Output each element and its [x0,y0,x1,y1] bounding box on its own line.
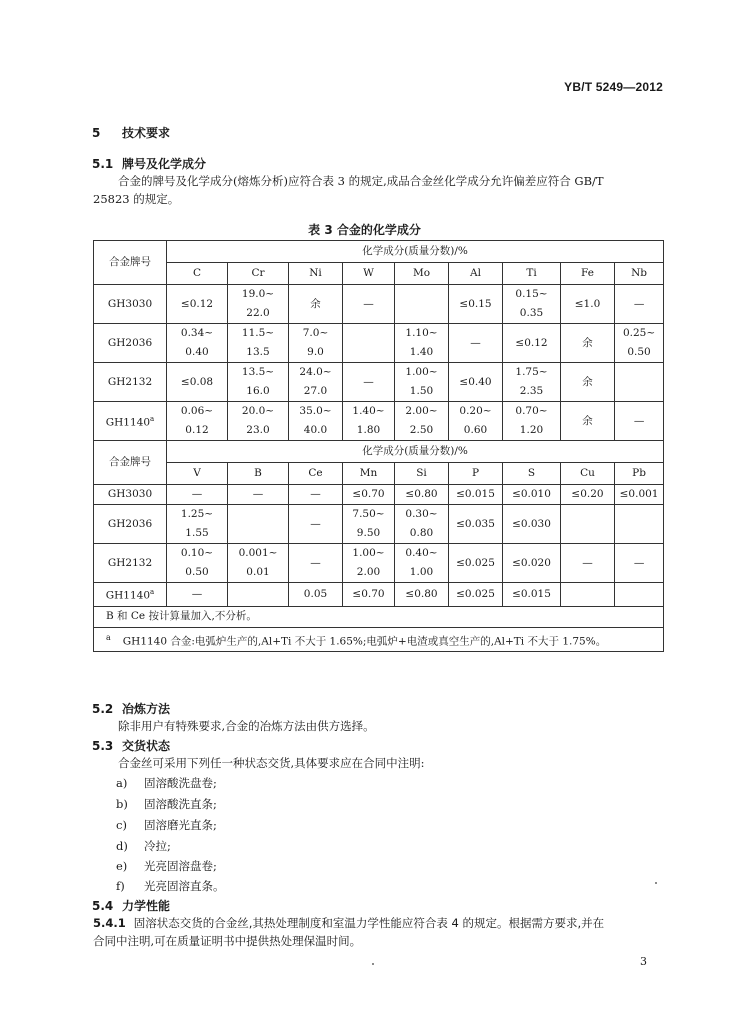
value-cell [615,324,664,363]
value-line: 1.00~ [352,547,385,559]
value-line: — [470,336,481,349]
grade-text: GH2132 [107,556,153,569]
value-line: 1.40~ [352,405,385,417]
grade-text: GH3030 [107,297,153,310]
value-cell [289,285,343,324]
value-line: 0.60 [463,424,488,436]
section-5-4-heading [92,897,170,914]
value-cell [615,505,664,544]
value-line: 0.50 [185,566,209,578]
item-marker: e) [116,859,128,873]
value-cell [503,285,561,324]
value-line: 0.20~ [459,405,492,417]
paragraph-5-1-line2: 25823 的规定。 [93,192,180,206]
grade-text: GH2036 [107,336,153,349]
element-column-header: Fe [561,263,615,285]
value-line: 0.40 [185,346,209,358]
grade-text: GH2036 [107,517,153,530]
table-header-row [94,463,664,485]
value-cell [561,363,615,402]
item-text: 固溶酸洗直条; [144,797,217,811]
value-line: ≤0.025 [456,587,495,600]
value-cell [228,583,289,607]
value-line: ≤0.015 [512,587,551,600]
paragraph-5-4-1-line2: 合同中注明,可在质量证明书中提供热处理保温时间。 [93,934,362,948]
value-cell [228,505,289,544]
paragraph-5-3: 合金丝可采用下列任一种状态交货,具体要求应在合同中注明: [118,756,425,770]
page-number: 3 [640,955,647,968]
value-cell [343,402,395,441]
value-cell [395,544,449,583]
value-cell [289,402,343,441]
value-cell [449,544,503,583]
delivery-state-item [116,775,217,791]
value-line: ≤0.030 [512,517,551,530]
table-row [94,285,664,324]
item-text: 冷拉; [144,839,171,853]
footnote-mark: a [150,588,155,596]
grade-cell [94,544,167,583]
value-line: 9.50 [356,527,381,539]
table-note: B 和 Ce 按计算量加入,不分析。 [94,606,664,627]
value-cell [503,402,561,441]
value-cell [167,544,228,583]
value-cell [343,363,395,402]
value-line: ≤0.020 [512,556,551,569]
grade-cell [94,324,167,363]
value-line: 35.0~ [299,405,332,417]
item-marker: c) [116,818,127,832]
grade-text: GH3030 [107,488,153,500]
value-line: ≤0.70 [352,488,385,500]
value-line: 24.0~ [299,366,332,378]
element-column-header: Mn [343,463,395,485]
value-line: 0.70~ [515,405,548,417]
grade-column-header: 合金牌号 [94,241,167,285]
value-cell [615,583,664,607]
value-line: — [191,587,203,600]
value-line: 0.30~ [405,508,438,520]
value-cell [167,485,228,505]
value-cell [228,363,289,402]
table-3-title: 表 3 合金的化学成分 [308,223,421,237]
grade-cell [94,285,167,324]
value-line: ≤0.025 [456,556,495,569]
value-line: ≤0.015 [456,488,495,500]
value-line: 0.001~ [238,547,278,559]
item-marker: d) [116,839,128,853]
value-cell [167,285,228,324]
paragraph-5-2: 除非用户有特殊要求,合金的冶炼方法由供方选择。 [118,719,375,733]
element-column-header: V [167,463,228,485]
table-row [94,402,664,441]
element-column-header: S [503,463,561,485]
section-number: 5.2 [92,702,114,716]
value-line: — [310,488,321,500]
value-cell [561,544,615,583]
value-line: 1.80 [356,424,381,436]
value-line: 22.0 [246,307,270,319]
element-column-header: Si [395,463,449,485]
delivery-state-item [116,817,217,833]
element-column-header: Ce [289,463,343,485]
value-cell [343,583,395,607]
section-number: 5.3 [92,739,114,753]
table-header-row [94,241,664,263]
value-cell [395,485,449,505]
value-line: 1.55 [185,527,209,539]
value-cell [449,485,503,505]
value-line: 余 [582,336,593,349]
value-line: 13.5~ [241,366,275,378]
value-line: 0.35 [519,307,544,319]
delivery-state-item [116,796,217,812]
value-line: 0.05 [303,587,328,600]
value-line: 2.50 [409,424,434,436]
element-column-header: Cr [228,263,289,285]
value-line: 0.01 [246,566,270,578]
composition-group-header: 化学成分(质量分数)/% [167,241,664,263]
value-line: — [310,556,321,569]
grade-cell [94,402,167,441]
value-line: ≤0.80 [405,488,438,500]
value-cell [503,324,561,363]
value-line: 0.34~ [180,327,214,339]
paragraph-5-1-line1: 合金的牌号及化学成分(熔炼分析)应符合表 3 的规定,成品合金丝化学成分允许偏差应符合 GB/T [118,174,604,188]
section-title: 力学性能 [122,899,171,913]
value-line: ≤0.12 [180,297,214,310]
value-line: — [633,414,645,427]
standard-code: YB/T 5249—2012 [564,80,663,94]
value-line: 1.25~ [180,508,214,520]
value-cell [615,485,664,505]
table-row [94,324,664,363]
value-cell [503,485,561,505]
value-line: 0.06~ [180,405,214,417]
section-title: 冶炼方法 [122,702,171,716]
section-title: 牌号及化学成分 [122,157,207,171]
value-line: 19.0~ [241,288,275,300]
item-text: 固溶酸洗盘卷; [144,776,217,790]
footnote-mark: a [106,632,111,642]
element-column-header: W [343,263,395,285]
value-cell [289,583,343,607]
value-cell [167,363,228,402]
value-line: ≤0.70 [352,587,385,600]
value-line: 7.0~ [302,327,329,339]
clause-number: 5.4.1 [93,916,126,930]
item-text: 光亮固溶盘卷; [144,859,217,873]
composition-group-header: 化学成分(质量分数)/% [167,441,664,463]
footnote-mark: a [150,414,155,423]
grade-cell [94,583,167,607]
section-5-1-heading [92,155,206,172]
value-cell [615,363,664,402]
value-line: — [633,556,645,569]
value-cell [228,544,289,583]
value-cell [289,485,343,505]
grade-text: GH2132 [107,375,153,388]
value-line: ≤0.010 [512,488,551,500]
value-line: ≤0.12 [515,336,548,349]
element-column-header: Cu [561,463,615,485]
item-marker: b) [116,797,128,811]
footnote-text: GH1140 合金:电弧炉生产的,Al+Ti 不大于 1.65%;电弧炉+电渣或真空生产的,Al+Ti 不大于 1.75%。 [122,635,607,647]
table-row [94,505,664,544]
value-line: 1.75~ [515,366,548,378]
value-cell [449,363,503,402]
table-header-row [94,441,664,463]
scan-speck [655,882,657,884]
value-line: ≤0.08 [180,375,214,388]
value-cell [449,505,503,544]
value-cell [228,285,289,324]
value-cell [343,544,395,583]
value-cell [343,485,395,505]
value-line: 余 [582,375,593,388]
value-line: 2.00 [356,566,381,578]
value-cell [167,583,228,607]
element-column-header: B [228,463,289,485]
value-cell [395,363,449,402]
value-line: 0.40~ [405,547,438,559]
value-line: 1.00 [409,566,434,578]
value-line: 余 [310,297,321,310]
value-cell [561,583,615,607]
value-line: 40.0 [303,424,328,436]
item-text: 光亮固溶直条。 [144,879,225,893]
item-text: 固溶磨光直条; [144,818,217,832]
value-cell [167,402,228,441]
value-line: — [252,488,264,500]
value-line: 7.50~ [352,508,385,520]
value-cell [615,402,664,441]
value-cell [503,544,561,583]
element-column-header: Ni [289,263,343,285]
table-row [94,544,664,583]
item-marker: f) [116,879,125,893]
value-line: — [582,556,593,569]
delivery-state-item [116,838,171,854]
value-line: 1.40 [409,346,434,358]
value-line: — [363,375,374,388]
value-cell [167,324,228,363]
value-cell [503,363,561,402]
delivery-state-item [116,858,217,874]
value-cell [343,324,395,363]
value-cell [395,505,449,544]
value-cell [343,285,395,324]
value-line: 27.0 [303,385,328,397]
clause-text: 固溶状态交货的合金丝,其热处理制度和室温力学性能应符合表 4 的规定。根据需方要求,并在 [133,916,605,930]
value-cell [395,324,449,363]
value-line: ≤0.035 [456,517,495,530]
value-line: 0.50 [627,346,651,358]
value-cell [343,505,395,544]
value-cell [561,485,615,505]
value-line: 0.15~ [515,288,548,300]
element-column-header: Al [449,263,503,285]
value-line: 1.10~ [405,327,438,339]
value-line: — [633,297,645,310]
section-number: 5 [92,126,101,140]
section-number: 5.4 [92,899,114,913]
grade-cell [94,505,167,544]
value-cell [449,583,503,607]
value-cell [561,402,615,441]
grade-cell [94,485,167,505]
value-cell [561,324,615,363]
value-cell [395,285,449,324]
value-cell [449,285,503,324]
paragraph-5-4-1-line1 [93,914,604,932]
value-line: 23.0 [246,424,270,436]
value-line: 2.00~ [405,405,438,417]
value-cell [503,583,561,607]
table-header-row [94,263,664,285]
grade-text: GH1140 [105,589,151,602]
value-cell [167,505,228,544]
delivery-state-item [116,878,225,894]
value-cell [503,505,561,544]
value-line: ≤0.001 [619,488,659,500]
element-column-header: C [167,263,228,285]
value-line: 20.0~ [241,405,275,417]
table-footnote [94,627,664,652]
table-row [94,583,664,607]
table-row [94,485,664,505]
value-cell [395,583,449,607]
scan-speck [372,963,374,965]
element-column-header: Nb [615,263,664,285]
value-line: ≤0.80 [405,587,438,600]
table-note-row [94,606,664,627]
section-number: 5.1 [92,157,114,171]
value-line: 2.35 [519,385,544,397]
value-cell [395,402,449,441]
section-5-heading [92,124,170,141]
element-column-header: Pb [615,463,664,485]
value-cell [228,485,289,505]
value-cell [228,402,289,441]
value-cell [228,324,289,363]
table-note-row [94,627,664,652]
value-line: 16.0 [246,385,270,397]
element-column-header: Mo [395,263,449,285]
value-line: 0.12 [185,424,209,436]
value-line: 1.00~ [405,366,438,378]
value-cell [561,285,615,324]
value-line: 1.50 [409,385,434,397]
grade-text: GH1140 [105,416,151,429]
value-line: 0.80 [409,527,434,539]
item-marker: a) [116,776,128,790]
value-line: ≤1.0 [574,297,601,310]
element-column-header: Ti [503,263,561,285]
value-cell [289,363,343,402]
section-5-2-heading [92,700,170,717]
value-line: — [310,517,321,530]
table-3-chemical-composition [93,240,664,652]
value-cell [289,544,343,583]
section-title: 技术要求 [122,126,171,140]
value-cell [449,324,503,363]
value-cell [615,544,664,583]
value-cell [449,402,503,441]
value-cell [289,324,343,363]
value-line: 1.20 [519,424,544,436]
value-cell [615,285,664,324]
value-line: ≤0.40 [459,375,492,388]
value-line: 13.5 [246,346,270,358]
value-line: — [363,297,374,310]
value-line: 0.10~ [180,547,214,559]
section-title: 交货状态 [122,739,171,753]
section-5-3-heading [92,737,170,754]
value-line: 11.5~ [241,327,275,339]
table-row [94,363,664,402]
grade-column-header: 合金牌号 [94,441,167,485]
value-line: — [191,488,203,500]
value-cell [561,505,615,544]
element-column-header: P [449,463,503,485]
value-line: 9.0 [307,346,324,358]
value-cell [289,505,343,544]
value-line: ≤0.20 [571,488,604,500]
grade-cell [94,363,167,402]
value-line: 0.25~ [622,327,656,339]
value-line: ≤0.15 [459,297,492,310]
value-line: 余 [582,414,593,427]
